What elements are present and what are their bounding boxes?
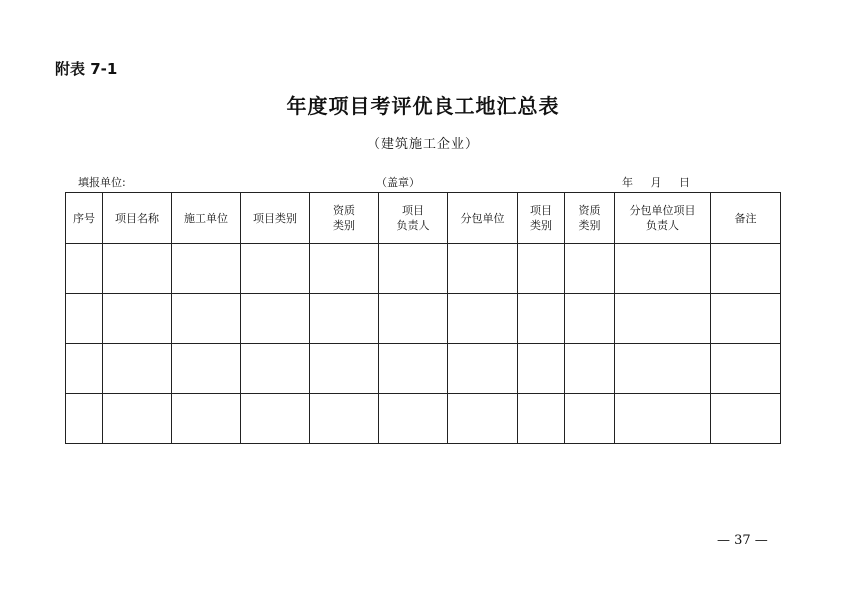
table-cell	[448, 294, 518, 344]
table-cell	[310, 394, 379, 444]
summary-table	[65, 192, 781, 444]
table-cell	[379, 344, 448, 394]
date-label: 年 月 日	[622, 176, 690, 189]
seal-label: （盖章）	[376, 176, 420, 189]
table-cell	[518, 244, 565, 294]
table-row	[66, 244, 781, 294]
header-cell-project-category: 项目类别	[241, 193, 310, 244]
header-cell-project-manager: 项目 负责人	[379, 193, 448, 244]
table-cell	[103, 344, 172, 394]
table-cell	[103, 394, 172, 444]
header-cell-sub-project-manager: 分包单位项目 负责人	[615, 193, 711, 244]
table-cell	[615, 394, 711, 444]
table-cell	[310, 244, 379, 294]
table-cell	[711, 394, 781, 444]
table-row	[66, 294, 781, 344]
table-cell	[241, 344, 310, 394]
table-cell	[172, 394, 241, 444]
table-cell	[66, 344, 103, 394]
table-row	[66, 344, 781, 394]
table-row	[66, 394, 781, 444]
table-cell	[172, 294, 241, 344]
filling-unit-label: 填报单位:	[78, 176, 126, 189]
table-cell	[66, 244, 103, 294]
table-cell	[241, 394, 310, 444]
table-cell	[448, 344, 518, 394]
header-cell-subcontractor: 分包单位	[448, 193, 518, 244]
table-cell	[172, 344, 241, 394]
table-cell	[565, 344, 615, 394]
table-cell	[310, 344, 379, 394]
table-cell	[66, 294, 103, 344]
document-subtitle: （建筑施工企业）	[366, 137, 479, 152]
table-cell	[565, 294, 615, 344]
table-cell	[615, 244, 711, 294]
header-cell-index: 序号	[66, 193, 103, 244]
table-cell	[518, 394, 565, 444]
header-row	[66, 193, 781, 244]
document-title: 年度项目考评优良工地汇总表	[286, 94, 560, 118]
header-cell-sub-project-category: 项目 类别	[518, 193, 565, 244]
header-cell-project-name: 项目名称	[103, 193, 172, 244]
table-cell	[379, 294, 448, 344]
header-cell-construction-unit: 施工单位	[172, 193, 241, 244]
table-cell	[518, 294, 565, 344]
table-cell	[711, 294, 781, 344]
table-cell	[379, 394, 448, 444]
table-cell	[241, 244, 310, 294]
table-cell	[310, 294, 379, 344]
table-cell	[615, 294, 711, 344]
table-cell	[565, 394, 615, 444]
table-cell	[172, 244, 241, 294]
table-cell	[518, 344, 565, 394]
table-cell	[711, 344, 781, 394]
table-cell	[379, 244, 448, 294]
table-cell	[565, 244, 615, 294]
page-number: — 37 —	[717, 533, 768, 548]
attachment-label: 附表 7-1	[55, 60, 118, 78]
header-cell-qualification-category: 资质 类别	[310, 193, 379, 244]
table-cell	[103, 294, 172, 344]
table-cell	[711, 244, 781, 294]
table-cell	[615, 344, 711, 394]
table-cell	[448, 244, 518, 294]
table-cell	[103, 244, 172, 294]
table-cell	[241, 294, 310, 344]
table-cell	[66, 394, 103, 444]
header-cell-remarks: 备注	[711, 193, 781, 244]
header-cell-sub-qualification-category: 资质 类别	[565, 193, 615, 244]
table-cell	[448, 394, 518, 444]
